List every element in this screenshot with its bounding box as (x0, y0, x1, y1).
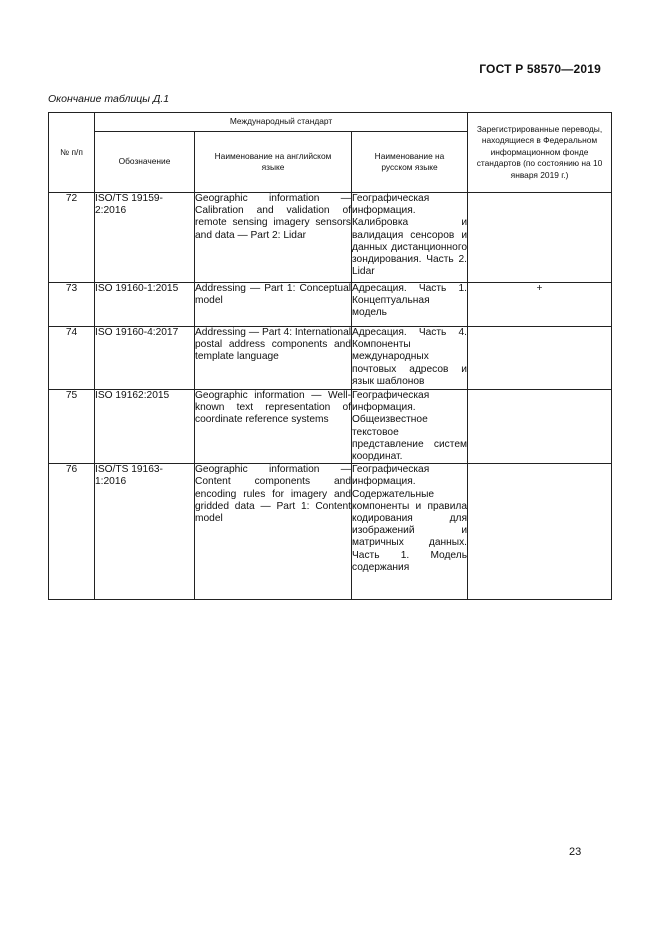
row-name-en: Addressing — Part 4: International postal address components and template language (195, 327, 352, 390)
header-intl-standard: Международный стандарт (95, 113, 468, 132)
table-caption: Окончание таблицы Д.1 (48, 93, 170, 105)
row-registered (468, 193, 612, 283)
header-name-en: Наименование на английском языке (195, 132, 352, 193)
row-registered (468, 327, 612, 390)
table-row (49, 193, 612, 283)
row-registered (468, 464, 612, 600)
row-name-en: Geographic information — Calibration and validation of remote sensing imagery sensors and data — Part 2: Lidar (195, 193, 352, 283)
document-code: ГОСТ Р 58570—2019 (479, 62, 601, 76)
header-registered: Зарегистрированные переводы, находящиеся в Федеральном информационном фонде стандартов (по состоянию на 10 января 2019 г.) (468, 113, 612, 193)
row-designation: ISO 19160-4:2017 (95, 327, 195, 390)
table-row (49, 283, 612, 327)
page-number: 23 (569, 846, 582, 858)
header-num: № п/п (49, 113, 95, 193)
row-registered (468, 390, 612, 464)
row-num: 75 (49, 390, 95, 464)
row-name-ru: Географическая информация. Калибровка и валидация сенсоров и данных дистанционного зондирования. Часть 2. Lidar (352, 193, 468, 283)
table-row (49, 327, 612, 390)
header-designation: Обозначение (95, 132, 195, 193)
row-name-en: Geographic information — Well-known text representation of coordinate reference systems (195, 390, 352, 464)
row-registered: + (468, 283, 612, 327)
row-name-en: Addressing — Part 1: Conceptual model (195, 283, 352, 327)
row-name-en: Geographic information — Content components and encoding rules for imagery and gridded data — Part 1: Content model (195, 464, 352, 600)
table-row (49, 464, 612, 600)
row-num: 76 (49, 464, 95, 600)
row-designation: ISO 19160-1:2015 (95, 283, 195, 327)
row-designation: ISO/TS 19159-2:2016 (95, 193, 195, 283)
header-name-ru: Наименование на русском языке (352, 132, 468, 193)
row-name-ru: Адресация. Часть 1. Концептуальная модель (352, 283, 468, 327)
table-row (49, 390, 612, 464)
row-name-ru: Географическая информация. Общеизвестное текстовое представление систем координат. (352, 390, 468, 463)
standards-table (48, 112, 612, 600)
row-designation: ISO 19162:2015 (95, 390, 195, 464)
row-num: 72 (49, 193, 95, 283)
row-name-ru: Адресация. Часть 4. Компоненты международных почтовых адресов и язык шаблонов (352, 327, 468, 390)
row-num: 73 (49, 283, 95, 327)
row-name-ru: Географическая информация. Содержательные компоненты и правила кодирования для изображений и матричных данных. Часть 1. Модель содержания (352, 464, 468, 600)
row-designation: ISO/TS 19163-1:2016 (95, 464, 195, 600)
row-num: 74 (49, 327, 95, 390)
